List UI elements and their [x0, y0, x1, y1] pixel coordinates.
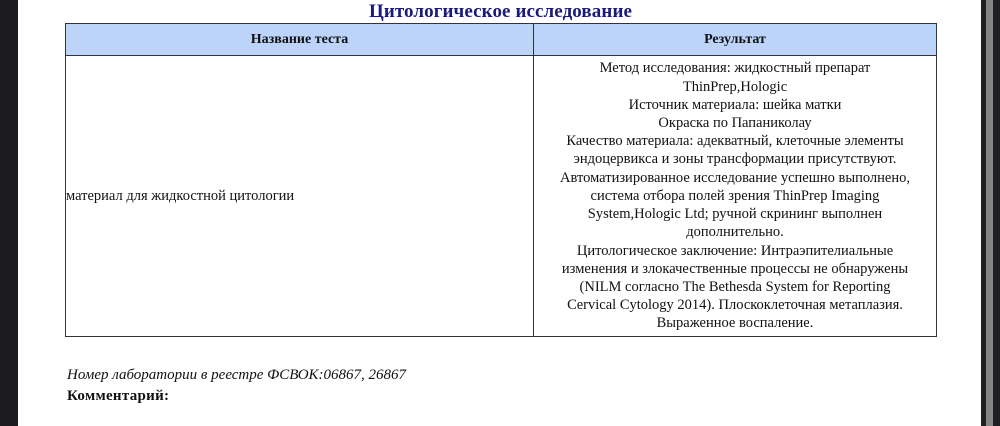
result-cell [534, 56, 937, 337]
result-line: дополнительно. [686, 224, 784, 241]
result-line: (NILM согласно The Bethesda System for Reporting [579, 278, 891, 295]
result-line: эндоцервикса и зоны трансформации присутствуют. [573, 151, 897, 168]
test-name-cell: материал для жидкостной цитологии [66, 56, 534, 337]
result-line: Cervical Cytology 2014). Плоскоклеточная метаплазия. [567, 297, 903, 314]
result-line: Выраженное воспаление. [656, 315, 814, 332]
result-line: Метод исследования: жидкостный препарат [599, 60, 871, 77]
table-row [66, 56, 937, 337]
results-table [65, 23, 937, 337]
left-screen-edge [0, 0, 18, 426]
result-line: Автоматизированное исследование успешно выполнено, [560, 169, 910, 186]
scrollbar-thumb[interactable] [986, 0, 993, 426]
result-line: система отбора полей зрения ThinPrep Imaging [590, 187, 880, 204]
page-title: Цитологическое исследование [368, 1, 633, 22]
table-header-row [66, 24, 937, 56]
result-line: System,Hologic Ltd; ручной скрининг выполнен [587, 206, 883, 223]
result-line: Источник материала: шейка матки [628, 96, 842, 113]
right-scrollbar-edge[interactable] [981, 0, 1000, 426]
column-header-result: Результат [534, 24, 937, 56]
result-line: изменения и злокачественные процессы не обнаружены [561, 260, 909, 277]
result-line: Окраска по Папаниколау [658, 115, 812, 132]
comment-label: Комментарий: [67, 388, 170, 404]
result-line: ThinPrep,Hologic [682, 78, 788, 95]
result-line: Качество материала: адекватный, клеточные элементы [566, 133, 904, 150]
column-header-test-name: Название теста [66, 24, 534, 56]
lab-registry-number: Номер лаборатории в реестре ФСВОК:06867, 26867 [67, 367, 406, 383]
result-line: Цитологическое заключение: Интраэпителиальные [576, 242, 894, 259]
